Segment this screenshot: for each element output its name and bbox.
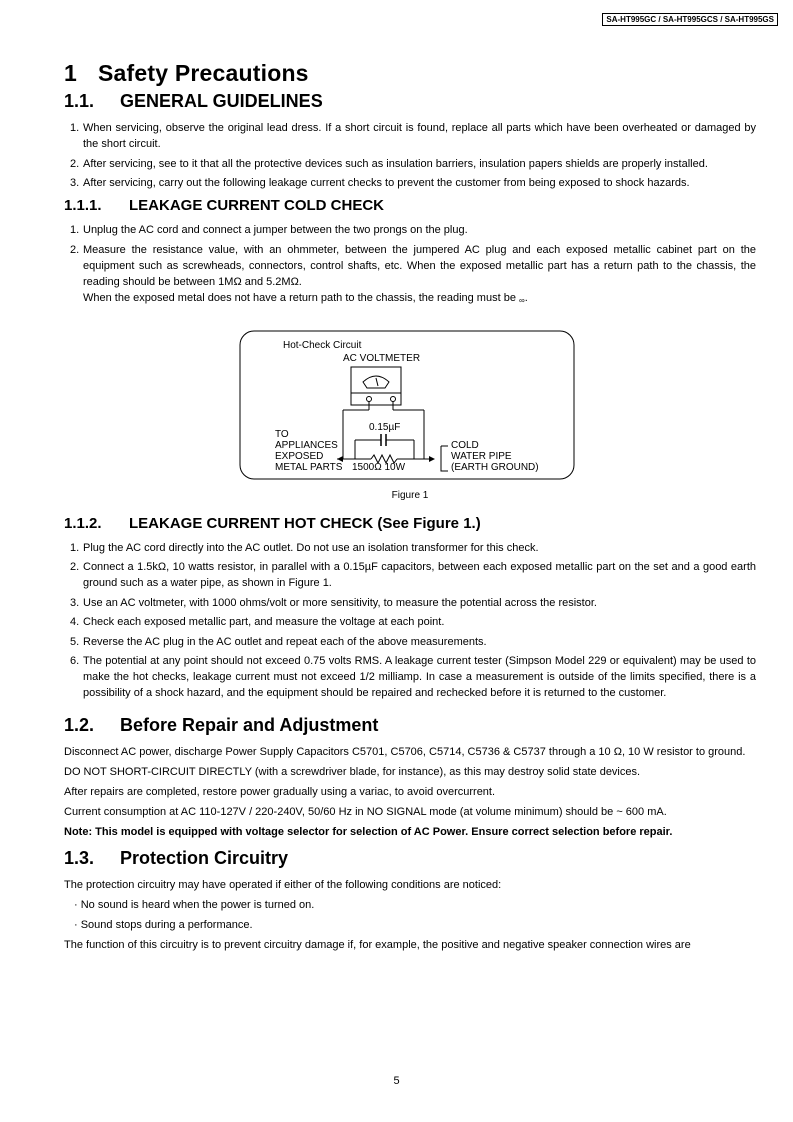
water-pipe-icon xyxy=(441,446,448,471)
list-item: 1. Plug the AC cord directly into the AC outlet. Do not use an isolation transformer for this check. xyxy=(70,541,539,554)
protection-bullet: · No sound is heard when the power is turned on. xyxy=(74,899,315,911)
right-label-2: WATER PIPE xyxy=(451,450,512,462)
list-item: 3. After servicing, carry out the following leakage current checks to prevent the customer from being exposed to shock hazards. xyxy=(70,177,690,189)
cold-check-list xyxy=(64,222,756,309)
meter-dial-icon xyxy=(363,376,389,388)
section-heading-before-repair: 1.2. Before Repair and Adjustment xyxy=(64,715,379,735)
list-item: 3. Use an AC voltmeter, with 1000 ohms/volt or more sensitivity, to measure the potential across the resistor. xyxy=(70,596,597,609)
section-heading-protection: 1.3. Protection Circuitry xyxy=(64,848,289,868)
before-repair-para: After repairs are completed, restore power gradually using a variac, to avoid overcurrent. xyxy=(64,786,496,798)
section-heading-general-guidelines: 1.1. GENERAL GUIDELINES xyxy=(64,91,323,111)
before-repair-para: DO NOT SHORT-CIRCUIT DIRECTLY (with a screwdriver blade, for instance), as this may destroy solid state devices. xyxy=(64,766,641,778)
cold-check-note: When the exposed metal does not have a return path to the chassis, the reading must be xyxy=(83,291,516,304)
capacitor-value: 0.15µF xyxy=(369,421,401,433)
left-label-1: TO xyxy=(275,428,289,440)
section-heading-cold-check: 1.1.1. LEAKAGE CURRENT COLD CHECK xyxy=(64,197,384,214)
right-label-3: (EARTH GROUND) xyxy=(451,461,539,473)
hot-check-circuit-diagram xyxy=(239,330,641,485)
left-label-3: EXPOSED xyxy=(275,450,324,462)
figure-caption: Figure 1 xyxy=(391,489,429,501)
resistor-value: 1500Ω 10W xyxy=(352,461,406,473)
left-label-2: APPLIANCES xyxy=(275,439,338,451)
protection-outro: The function of this circuitry is to prevent circuitry damage if, for example, the positive and negative speaker connection wires are xyxy=(64,939,691,951)
meter-label: AC VOLTMETER xyxy=(343,352,421,364)
infinity-symbol: ∞ xyxy=(519,295,525,305)
list-item: 2. Connect a 1.5kΩ, 10 watts resistor, in parallel with a 0.15µF capacitors, between each exposed metallic part on the set and a good earth ground such as a water pipe, as shown in Figure 1. xyxy=(70,561,756,589)
hot-check-list xyxy=(64,540,756,702)
arrow-right-icon xyxy=(429,456,435,462)
list-item: 2. After servicing, see to it that all the protective devices such as insulation barriers, insulation papers shields are properly installed. xyxy=(70,157,708,170)
page-number: 5 xyxy=(393,1075,400,1087)
list-item: 1. Unplug the AC cord and connect a jumper between the two prongs on the plug. xyxy=(70,224,468,236)
general-guidelines-list xyxy=(64,120,756,191)
list-item: 2. Measure the resistance value, with an ohmmeter, between the jumpered AC plug and each exposed metallic cabinet part on the equipment such as screwheads, connectors, control shafts, etc. When the exposed metallic part has a return path to the chassis, the reading should be between 1MΩ and 5.2MΩ. When the exposed metal does not have a return path to the chassis, the reading must be ∞. xyxy=(70,243,756,305)
before-repair-para: Disconnect AC power, discharge Power Supply Capacitors C5701, C5706, C5714, C5736 & C5737 through a 10 Ω, 10 W resistor to ground. xyxy=(64,746,746,758)
circuit-title: Hot-Check Circuit xyxy=(283,339,362,351)
page-title: 1 Safety Precautions xyxy=(64,60,309,86)
list-item: 4. Check each exposed metallic part, and measure the voltage at each point. xyxy=(70,616,445,628)
protection-intro: The protection circuitry may have operated if either of the following conditions are noticed: xyxy=(64,879,502,891)
protection-bullet: · Sound stops during a performance. xyxy=(74,919,253,931)
before-repair-para: Current consumption at AC 110-127V / 220-240V, 50/60 Hz in NO SIGNAL mode (at volume minimum) should be ~ 600 mA. xyxy=(64,806,667,818)
document-body xyxy=(64,60,756,957)
list-item: 5. Reverse the AC plug in the AC outlet and repeat each of the above measurements. xyxy=(70,635,487,648)
left-label-4: METAL PARTS xyxy=(275,461,343,473)
list-item: 6. The potential at any point should not exceed 0.75 volts RMS. A leakage current tester (Simpson Model 229 or equivalent) may be used to make the hot checks, leakage current must not exceed 1/2 milliamp. In case a measurement is outside of the limits specified, there is a possibility of a shock hazard, and the equipment should be repaired and rechecked before it is returned to the customer. xyxy=(70,655,756,699)
voltage-selector-note: Note: This model is equipped with voltage selector for selection of AC Power. Ensure correct selection before repair. xyxy=(64,826,673,838)
right-label-1: COLD xyxy=(451,439,479,451)
model-number-header: SA-HT995GC / SA-HT995GCS / SA-HT995GS xyxy=(602,13,778,26)
section-heading-hot-check: 1.1.2. LEAKAGE CURRENT HOT CHECK (See Figure 1.) xyxy=(64,514,481,532)
figure-hot-check-circuit xyxy=(64,315,756,515)
list-item: 1. When servicing, observe the original lead dress. If a short circuit is found, replace all parts which have been overheated or damaged by the short circuit. xyxy=(70,122,756,150)
